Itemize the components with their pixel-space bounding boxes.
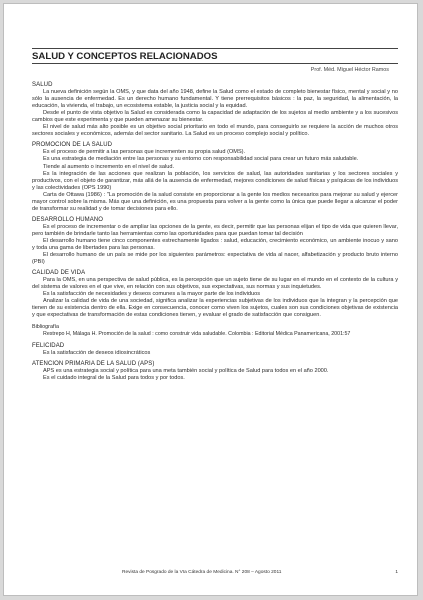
paragraph: El nivel de salud más alto posible es un objetivo social prioritario en todo el mundo, para conseguirlo se requiere la acción de muchos otros sectores sociales y económicos, además del sector sanitario. La Salud es un proceso complejo social y político. [32,124,398,138]
paragraph: Es la satisfacción de deseos idiosincráticos [43,349,151,356]
bibliography [32,324,398,338]
section-desarrollo-humano [32,217,398,266]
paragraph: APS es una estrategia social y política para una meta también social y política de Salud para todos en el año 2000. [43,367,329,374]
paragraph: La nueva definición según la OMS, y que data del año 1948, define la Salud como el estado de completo bienestar físico, mental y social y no sólo la ausencia de enfermedad. Es un derecho humano fundamental. Y tiene prerrequisitos básicos : la paz, la seguridad, la alimentación, la educación, la vivienda, el trabajo, un ecosistema estable, la justicia social y la equidad. [32,89,398,110]
section-heading: CALIDAD DE VIDA [32,270,86,277]
section-promocion [32,142,398,212]
paragraph: Desde el punto de vista objetivo la Salud es considerada como la capacidad de adaptación de los sujetos al medio ambiente y a los sucesivos cambios que este experimenta y que pueden amenazar su bienestar. [32,110,398,124]
paragraph: Carta de Ottawa (1986) : "La promoción de la salud consiste en proporcionar a la gente los medios necesarios para mejorar su salud y ejercer mayor control sobre la misma. Más que una definición, es una propuesta para volver a la gente como la única que puede llegar a alcanzar el poder de transformar su realidad y de tomar decisiones para ello. [32,191,398,212]
section-heading: DESARROLLO HUMANO [32,216,104,223]
paragraph: Es la satisfacción de necesidades y deseos comunes a la mayor parte de los individuos [43,291,261,298]
paragraph: Es el proceso de incrementar o de ampliar las opciones de la gente, es decir, permitir que las personas elijan el tipo de vida que quieren llevar, pero también de brindarle tanto las herramientas como las oportunidades para que puedan tomar tal decisión [32,223,398,237]
paragraph: Es la integración de las acciones que realizan la población, los servicios de salud, las autoridades sanitarias y los sectores sociales y productivos, con el objeto de garantizar, más allá de la ausencia de enfermedad, mejores condiciones de salud físicas y psíquicas de los individuos y las colectividades (OPS 1990) [32,170,398,191]
paragraph: Es una estrategia de mediación entre las personas y su entorno con responsabilidad social para crear un futuro más saludable. [43,156,359,163]
bibliography-entry: Restrepo H, Málaga H. Promoción de la salud : como construir vida saludable. Colombia : Editorial Médica Panamericana, 2001:57 [43,330,351,337]
page-title: SALUD Y CONCEPTOS RELACIONADOS [32,51,218,62]
title-top-rule [32,48,398,49]
section-felicidad [32,343,398,357]
section-heading: PROMOCION DE LA SALUD [32,142,113,149]
author-line: Prof. Méd. Miguel Héctor Ramos [310,67,389,73]
page-number: 1 [395,570,398,575]
section-heading: ATENCION PRIMARIA DE LA SALUD (APS) [32,360,155,367]
paragraph: Tiende al aumento o incremento en el nivel de salud. [43,163,175,170]
paragraph: Para la OMS, en una perspectiva de salud pública, es la percepción que un sujeto tiene de su lugar en el mundo en el contexto de la cultura y del sistema de valores en el que vive, en relación con sus objetivos, sus expectativas, sus normas y sus inquietudes. [32,277,398,291]
article-body [32,78,398,382]
paragraph: El desarrollo humano de un país se mide por los siguientes parámetros: expectativa de vida al nacer, alfabetización y producto bruto interno (PBI) [32,252,398,266]
section-heading: SALUD [32,82,53,88]
paragraph: Es el proceso de permitir a las personas que incrementen su propia salud (OMS). [43,149,246,156]
section-heading: FELICIDAD [32,342,65,349]
title-bottom-rule [32,63,398,64]
paragraph: Es el cuidado integral de la Salud para todos y por todos. [43,374,185,381]
bibliography-label: Bibliografía [32,323,59,330]
section-aps [32,361,398,382]
section-salud [32,82,398,138]
paragraph: El desarrollo humano tiene cinco componentes estrechamente ligados : salud, educación, crecimiento económico, un ambiente inocuo y sano y toda una gama de libertades para las personas. [32,237,398,252]
footer-journal: Revista de Posgrado de la VIa Cátedra de Medicina. N° 208 – Agosto 2011 [122,570,282,575]
document-page [3,3,418,596]
section-calidad-de-vida [32,270,398,319]
paragraph: Analizar la calidad de vida de una sociedad, significa analizar la experiencias subjetivas de los individuos que la integran y la percepción que tienen de su existencia dentro de ella. Exige en consecuencia, conocer como viven los sujetos, cuales son sus condiciones objetivas de existencia y que expectativas de transformación de estas condiciones tienen, y evaluar el grado de satisfacción que consiguen. [32,298,398,319]
